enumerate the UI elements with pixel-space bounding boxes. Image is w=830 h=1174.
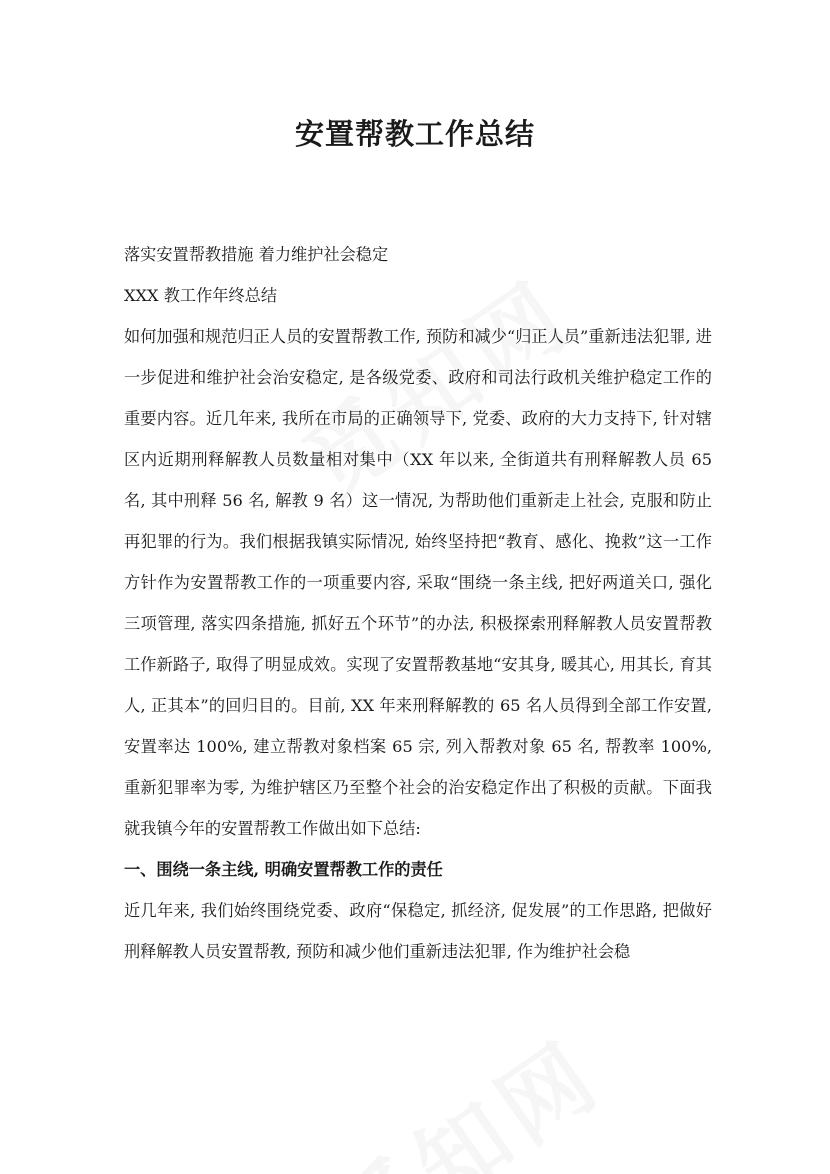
subtitle: 落实安置帮教措施 着力维护社会稳定 [124,245,389,264]
document-title: 安置帮教工作总结 [294,117,535,151]
paragraph: 如何加强和规范归正人员的安置帮教工作, 预防和减少“归正人员”重新违法犯罪, 进一步促进和维护社会治安稳定, 是各级党委、政府和司法行政机关维护稳定工作的重要内容。近几年来, 我所在市局的正确领导下, 党委、政府的大力支持下, 针对辖区内近期刑释解教人员数量相对集中（XX 年以来, 全街道共有刑释解教人员 65 名, 其中刑释 56 名, 解教 9 名）这一情况, 为帮助他们重新走上社会, 克服和防止再犯罪的行为。我们根据我镇实际情况, 始终坚持把“教育、感化、挽救”这一工作方针作为安置帮教工作的一项重要内容, 采取“围绕一条主线, 把好两道关口, 强化三项管理, 落实四条措施, 抓好五个环节”的办法, 积极探索刑释解教人员安置帮教工作新路子, 取得了明显成效。实现了安置帮教基地“安其身, 暖其心, 用其长, 育其人, 正其本”的回归目的。目前, XX 年来刑释解教的 65 名人员得到全部工作安置, 安置率达 100%, 建立帮教对象档案 65 宗, 列入帮教对象 65 名, 帮教率 100%, 重新犯罪率为零, 为维护辖区乃至整个社会的治安稳定作出了积极的贡献。下面我就我镇今年的安置帮教工作做出如下总结: [124,327,712,838]
section-heading: 一、围绕一条主线, 明确安置帮教工作的责任 [124,860,443,879]
subtitle-2: XXX 教工作年终总结 [124,286,278,305]
watermark [303,981,696,1174]
document-body [124,234,712,972]
paragraph: 近几年来, 我们始终围绕党委、政府“保稳定, 抓经济, 促发展”的工作思路, 把做好刑释解教人员安置帮教, 预防和减少他们重新违法犯罪, 作为维护社会稳 [124,901,712,961]
